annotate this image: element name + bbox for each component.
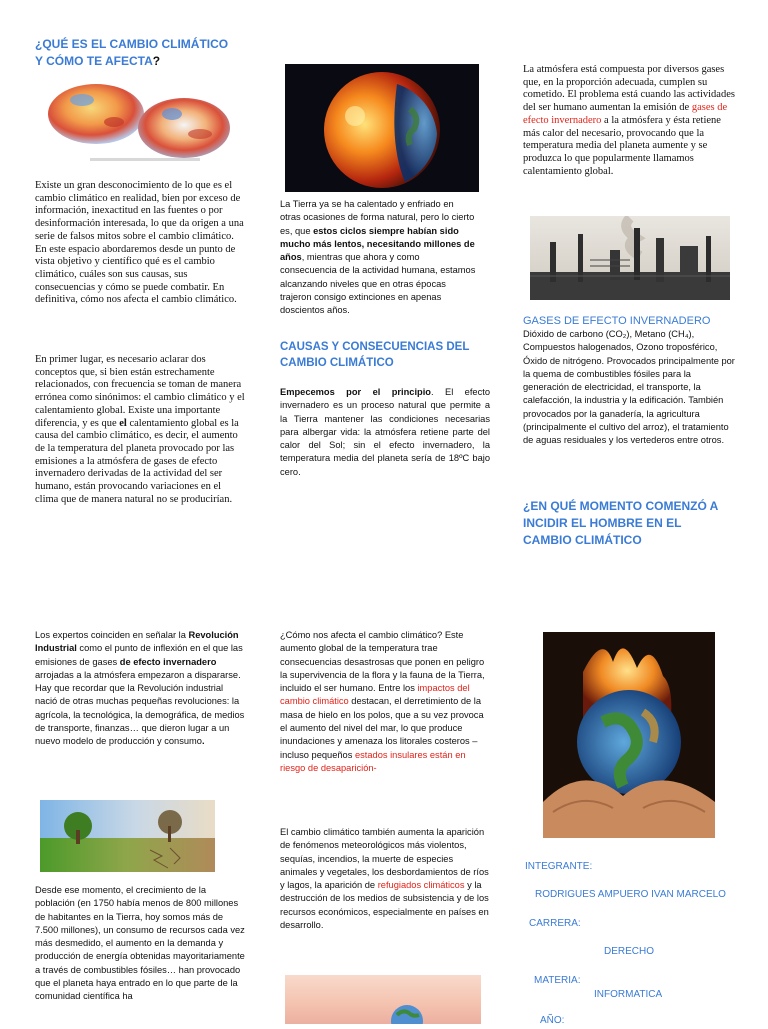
main-title-question-mark: ? [152, 54, 161, 68]
greenhouse-gases-heading: GASES DE EFECTO INVERNADERO [523, 315, 711, 327]
intro-text: Existe un gran desconocimiento de lo que es el cambio climático en realidad, bien por exceso de información, inexactitud en las fuentes o por desinformación interesada, lo que da origen a una serie de falsos mitos sobre el cambio climático. En este espacio abordaremos desde un punto de vista objetivo y científico qué es el cambio climático, cuáles son sus causas, sus consecuencias y cómo se puede combatir. En definitiva, cómo nos afecta el cambio climático. [35, 180, 244, 306]
greenhouse-gases-paragraph [523, 328, 735, 448]
main-title [35, 36, 235, 70]
population-text: Desde ese momento, el crecimiento de la población (en 1750 había menos de 800 millones de habitantes en la Tierra, hoy somos más de 7.500 millones), un consumo de recursos cada vez más desmedido, el aumento en la demanda y producción de energía obtenidas mayoritariamente a través de combustibles fósiles… han provocado que el planeta haya entrado en lo que parte de la comunidad científica ha [35, 885, 245, 1002]
concepts-text: En primer lugar, es necesario aclarar dos conceptos que, si bien están estrechamente relacionados, con frecuencia se toman de manera errónea como sinónimos: el cambio climático y el calentamiento global. Existe una importante diferencia, y es que el calentamiento global es la causa del cambio climático, es decir, el aumento de la temperatura del planeta provocado por las emisiones a la atmósfera de gases de efecto invernadero derivadas de la actividad del ser humano, están provocando variaciones en el clima que de manera natural no se producirían. [35, 354, 245, 505]
how-it-affects-text: ¿Cómo nos afecta el cambio climático? Este aumento global de la temperatura trae consecuencias desastrosas que ponen en peligro la supervivencia de la flora y la fauna de la Tierra, incluido el ser humano. Entre los impactos del cambio climático destacan, el derretimiento de la masa de hielo en los polos, que a su vez provoca el aumento del nivel del mar, lo que produce inundaciones y amenaza los litorales costeros –incluso pequeños estados insulares están en riesgo de desaparición- [280, 630, 485, 773]
earth-cycles-paragraph [280, 198, 476, 318]
materia-label: MATERIA: [534, 975, 581, 986]
sunset-globe-image [285, 975, 481, 1024]
industrial-revolution-paragraph [35, 629, 245, 749]
industrial-revolution-text: Los expertos coinciden en señalar la Revolución Industrial como el punto de inflexión en el que las emisiones de gases de efecto invernadero arrojadas a la atmósfera empezaron a dispararse. Hay que recordar que la Revolución industrial nació de otras muchas pequeñas revoluciones: la agrícola, la tecnológica, la demográfica, de medios de transporte, finanzas… que dieron lugar a un nuevo modelo de producción y consumo. [35, 630, 245, 747]
intro-paragraph [35, 180, 245, 307]
integrante-value: RODRIGUES AMPUERO IVAN MARCELO [535, 889, 726, 900]
carrera-label: CARRERA: [529, 918, 581, 929]
extreme-weather-paragraph [280, 826, 490, 932]
globe-temperature-maps-image [44, 78, 234, 164]
atmosphere-text: La atmósfera está compuesta por diversos gases que, en la proporción adecuada, cumplen su cometido. El problema está cuando las actividades del ser humano aumentan la emisión de gases de efecto invernadero a la atmósfera y ésta retiene más calor del necesario, provocando que la temperatura media del planeta aumente y se produzca lo que popularmente llamamos calentamiento global. [523, 64, 735, 177]
atmosphere-paragraph [523, 64, 735, 178]
extreme-weather-text: El cambio climático también aumenta la aparición de fenómenos meteorológicos más violentos, sequías, incendios, la muerte de especies animales y vegetales, los desbordamientos de ríos y lagos, la aparición de refugiados climáticos y la destrucción de los medios de subsistencia y de los recursos económicos, especialmente en países en desarrollo. [280, 827, 489, 931]
concepts-paragraph [35, 354, 245, 506]
factory-smokestacks-image [530, 216, 730, 300]
hands-holding-burning-earth-image [543, 632, 715, 838]
materia-value: INFORMATICA [594, 989, 663, 1000]
how-it-affects-paragraph [280, 629, 490, 775]
main-title-text: ¿QUÉ ES EL CAMBIO CLIMÁTICO Y CÓMO TE AFECTA [35, 37, 229, 68]
burning-earth-image [285, 64, 479, 192]
greenhouse-effect-text: Empecemos por el principio. El efecto invernadero es un proceso natural que permite a la Tierra mantener las condiciones necesarias para albergar vida: la atmósfera retiene parte del calor del Sol; sin el efecto invernadero, la temperatura media del planeta sería de 18ºC bajo cero. [280, 387, 490, 477]
green-to-dry-landscape-image [40, 800, 215, 872]
greenhouse-gases-text: Dióxido de carbono (CO₂), Metano (CH₄), Compuestos halogenados, Ozono troposférico, Óxido de nitrógeno. Provocados principalmente por la quema de combustibles fósiles para la generación de electricidad, el transporte, la calefacción, la industria y la edificación. También provocados por la ganadería, la agricultura (principalmente el cultivo del arroz), el tratamiento de aguas residuales y los vertederos entre otros. [523, 329, 735, 446]
earth-cycles-text: La Tierra ya se ha calentado y enfriado en otras ocasiones de forma natural, pero lo cierto es, que estos ciclos siempre habían sido mucho más lentos, necesitando millones de años, mientras que ahora y como consecuencia de la actividad humana, estamos alcanzando niveles que en otras épocas trajeron consigo extinciones en apenas doscientos años. [280, 199, 476, 316]
causes-heading: CAUSAS Y CONSECUENCIAS DEL CAMBIO CLIMÁTICO [280, 341, 470, 369]
anio-label: AÑO: [540, 1015, 565, 1026]
population-paragraph [35, 884, 245, 1004]
greenhouse-effect-paragraph [280, 386, 490, 479]
carrera-value: DERECHO [604, 946, 655, 957]
when-did-man-heading: ¿EN QUÉ MOMENTO COMENZÓ A INCIDIR EL HOMBRE EN EL CAMBIO CLIMÁTICO [523, 499, 718, 547]
integrante-label: INTEGRANTE: [525, 861, 593, 872]
